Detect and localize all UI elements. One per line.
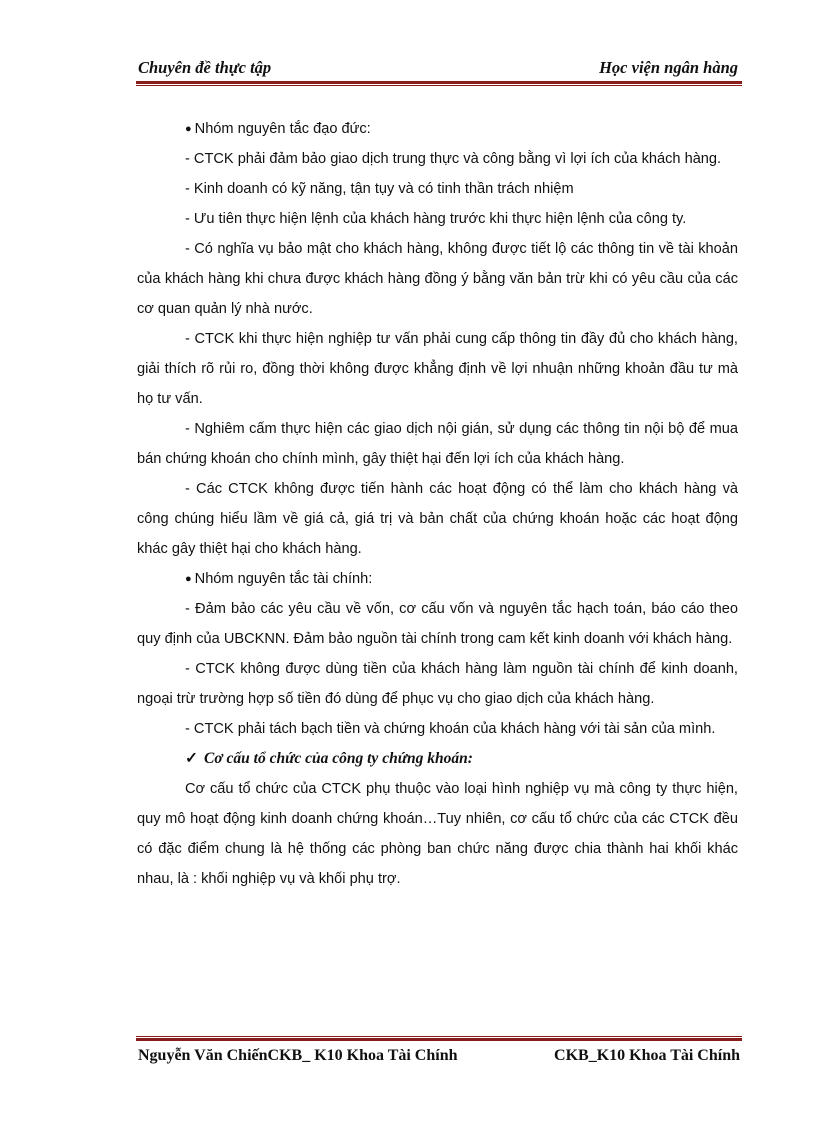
section-heading-text: Cơ cấu tổ chức của công ty chứng khoán: xyxy=(204,750,473,767)
section-heading xyxy=(137,744,738,774)
paragraph: - CTCK phải đảm bảo giao dịch trung thực và công bằng vì lợi ích của khách hàng. xyxy=(185,151,722,167)
paragraph: - Kinh doanh có kỹ năng, tận tụy và có tinh thần trách nhiệm xyxy=(185,181,574,197)
footer-rule-thin xyxy=(136,1036,742,1037)
header-rule-thick xyxy=(136,81,742,84)
bullet-ethics-group xyxy=(137,114,738,144)
paragraph: - CTCK phải tách bạch tiền và chứng khoán của khách hàng với tài sản của mình. xyxy=(185,721,716,737)
bullet-icon: ● xyxy=(185,123,192,135)
paragraph: - CTCK khi thực hiện nghiệp tư vấn phải cung cấp thông tin đầy đủ cho khách hàng, giải thích rõ rủi ro, đồng thời không được khẳng định về lợi nhuận những khoản đầu tư mà họ tư vấn. xyxy=(137,331,738,407)
paragraph: - Ưu tiên thực hiện lệnh của khách hàng trước khi thực hiện lệnh của công ty. xyxy=(185,211,687,227)
paragraph: Cơ cấu tổ chức của CTCK phụ thuộc vào loại hình nghiệp vụ mà công ty thực hiện, quy mô hoạt động kinh doanh chứng khoán…Tuy nhiên, cơ cấu tổ chức của các CTCK đều có đặc điểm chung là hệ thống các phòng ban chức năng được chia thành hai khối khác nhau, là : khối nghiệp vụ và khối phụ trợ. xyxy=(137,781,738,887)
page-header xyxy=(138,58,738,80)
bullet-text: Nhóm nguyên tắc đạo đức: xyxy=(194,121,371,137)
paragraph: - Nghiêm cấm thực hiện các giao dịch nội gián, sử dụng các thông tin nội bộ để mua bán chứng khoán cho chính mình, gây thiệt hại đến lợi ích của khách hàng. xyxy=(137,421,738,467)
page-footer xyxy=(138,1047,740,1071)
paragraph: - Các CTCK không được tiến hành các hoạt động có thể làm cho khách hàng và công chúng hiểu lầm về giá cả, giá trị và bản chất của chứng khoán hoặc các hoạt động khác gây thiệt hại cho khách hàng. xyxy=(137,481,738,557)
footer-department: CKB_K10 Khoa Tài Chính xyxy=(554,1047,740,1064)
paragraph: - Đảm bảo các yêu cầu về vốn, cơ cấu vốn và nguyên tắc hạch toán, báo cáo theo quy định của UBCKNN. Đảm bảo nguồn tài chính trong cam kết kinh doanh với khách hàng. xyxy=(137,601,738,647)
document-body xyxy=(137,114,738,894)
checkmark-icon: ✓ xyxy=(185,750,198,767)
header-rule-thin xyxy=(136,85,742,86)
bullet-finance-group xyxy=(137,564,738,594)
footer-author: Nguyễn Văn ChiếnCKB_ K10 Khoa Tài Chính xyxy=(138,1047,458,1064)
bullet-text: Nhóm nguyên tắc tài chính: xyxy=(194,571,373,587)
header-right-title: Học viện ngân hàng xyxy=(599,58,738,77)
paragraph: - Có nghĩa vụ bảo mật cho khách hàng, không được tiết lộ các thông tin về tài khoản của khách hàng khi chưa được khách hàng đồng ý bằng văn bản trừ khi có yêu cầu của các cơ quan quản lý nhà nước. xyxy=(137,241,738,317)
footer-rule-thick xyxy=(136,1038,742,1041)
header-left-title: Chuyên đề thực tập xyxy=(138,58,272,77)
bullet-icon: ● xyxy=(185,573,192,585)
paragraph: - CTCK không được dùng tiền của khách hàng làm nguồn tài chính để kinh doanh, ngoại trừ trường hợp số tiền đó dùng để phục vụ cho giao dịch của khách hàng. xyxy=(137,661,738,707)
